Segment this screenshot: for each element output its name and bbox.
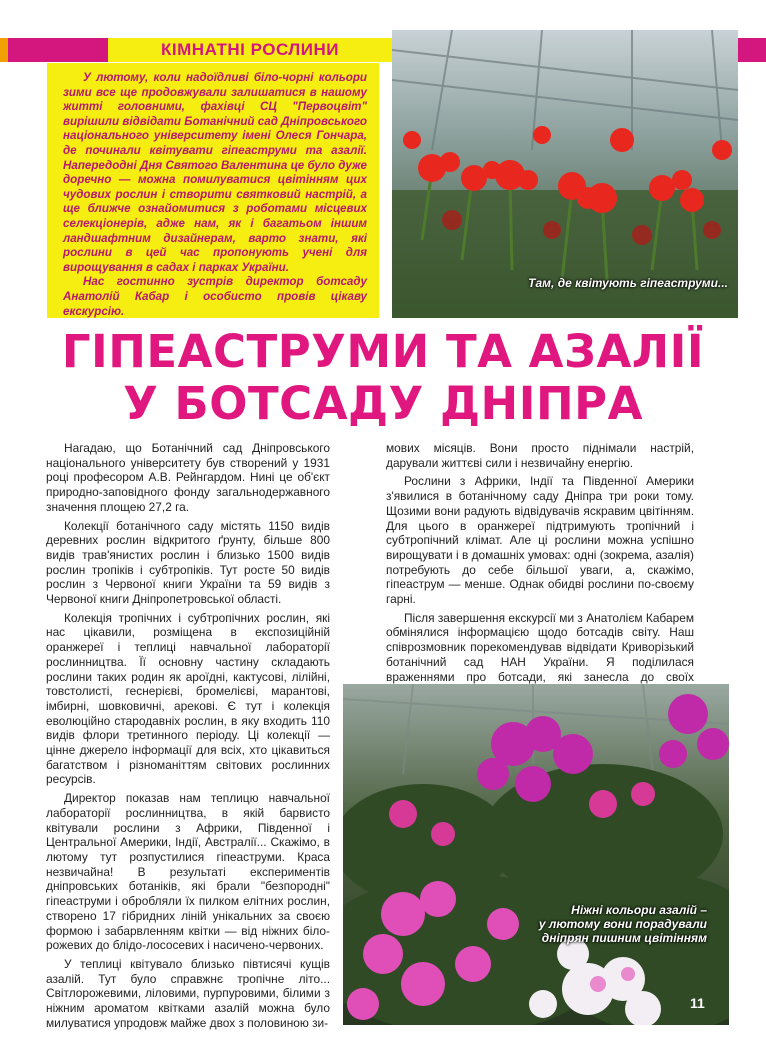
- caption-line: дніпрян пишним цвітінням: [541, 931, 707, 945]
- headline-line-2: У БОТСАДУ ДНІПРА: [123, 377, 643, 430]
- article-paragraph: Рослини з Африки, Індії та Південної Америки з'явилися в ботанічному саду Дніпра три роки тому. Щозими вони радують відвідувачів яскравим цвітінням. Для цього в оранжереї підтримують тропічний і субтропічний клімат. Але ці рослини можна успішно вирощувати і в домашніх умовах: одні (зокрема, азалія) потребують до себе більшої уваги, а, скажімо, гіпеаструм — менше. Однак обидві рослини по-своєму гарні.: [386, 474, 694, 607]
- article-paragraph: Після завершення екскурсії ми з Анатолієм Кабарем обмінялися інформацією щодо ботсадів світу. Наш співрозмовник порекомендував відвідати Криворізький ботанічний сад НАН України. Я поділилася враженнями про ботсади, які занесла до своїх: [386, 610, 694, 684]
- intro-paragraph: У лютому, коли надоїдливі біло-чорні кольори зими все ще продовжували залишатися в нашому житті головними, фахівці СЦ "Первоцвіт" вирішили відвідати Ботанічний сад Дніпровського національного університету імені Олеся Гончара, де починали квітувати гіпеаструми та азалії. Напередодні Дня Святого Валентина це було дуже доречно — можна помилуватися цвітінням цих чудових рослин і створити святковий настрій, а ще ближче ознайомитися з роботами місцевих селекціонерів, адже нам, як і багатьом іншим ландшафтним дизайнерам, варто знати, які рослини в цей час пропонують учені для вирощування в садах і парках України.: [63, 71, 367, 274]
- intro-box: [47, 63, 379, 318]
- intro-paragraph: Нас гостинно зустрів директор ботсаду Анатолій Кабар і особисто провів цікаву екскурсію.: [63, 275, 367, 318]
- article-paragraph: Колекція тропічних і субтропічних рослин, які нас цікавили, розміщена в експозиційній оранжереї і теплиці навчальної лабораторії рослинництва. Її основну частину складають рослини таких родин як ароїдні, кактусові, лілійні, товстолисті, геснерієві, бромелієві, марантові, імбирні, шовковичні, арекові. Є тут і колекція еволюційно стародавніх рослин, в яку входить 110 видів флори третинного періоду. Ці колекції — цінне джерело інформації для всіх, хто цікавиться багатством і різноманіттям світових рослинних ресурсів.: [46, 610, 330, 787]
- article-headline: [40, 326, 726, 430]
- azalea-greenhouse-image: [343, 684, 729, 1025]
- azalea-photo: [343, 684, 729, 1025]
- caption-line: Ніжні кольори азалій –: [571, 903, 707, 917]
- article-right-column: [386, 441, 694, 718]
- article-paragraph: мових місяців. Вони просто піднімали настрій, дарували життєві сили і незвичайну енергію.: [386, 441, 694, 470]
- caption-line: у лютому вони порадували: [538, 917, 707, 931]
- top-photo-caption: Там, де квітують гіпеаструми...: [528, 276, 728, 290]
- section-title: КІМНАТНІ РОСЛИНИ: [108, 38, 392, 62]
- header-accent-mark: [0, 38, 8, 62]
- hippeastrum-greenhouse-image: [392, 30, 738, 318]
- article-left-column: [46, 441, 330, 1034]
- article-paragraph: Колекції ботанічного саду містять 1150 видів деревних рослин відкритого ґрунту, більше 800 видів трав'янистих рослин і близько 1500 видів рослин тропіків і субтропіків. Тут росте 50 видів рослин з Червоної книги України та 59 видів з Червоної книги Дніпропетровської області.: [46, 518, 330, 607]
- page-number: 11: [690, 995, 705, 1011]
- article-paragraph: У теплиці квітувало близько півтисячі кущів азалій. Тут було справжнє тропічне літо... Світлорожевими, ліловими, пурпуровими, білими з ніжним ароматом квітками азалій можна було милуватися упродовж майже двох з половиною зи-: [46, 956, 330, 1030]
- article-paragraph: Директор показав нам теплицю навчальної лабораторії рослинництва, в якій барвисто квітували рослини з Африки, Південної і Центральної Америки, Індії, Австралії... Скажімо, в лютому тут розпустилися гіпеаструми. Краса незвичайна! В результаті експериментів дніпровських ботаніків, які брали "безпородні" гіпеаструми і обробляли їх пилком елітних рослин, створено 17 гібридних ліній унікальних за своєю формою і забарвленням квітки — від ніжних біло-рожевих до блідо-лососевих і насичено-червоних.: [46, 791, 330, 953]
- bottom-photo-caption: [527, 903, 707, 945]
- article-paragraph: Нагадаю, що Ботанічний сад Дніпровського національного університету був створений у 1931 році професором А.В. Рейнгардом. Нині це об'єкт природно-заповідного фонду загальнодержавного значення площею 27,2 га.: [46, 441, 330, 514]
- headline-line-1: ГІПЕАСТРУМИ ТА АЗАЛІЇ: [61, 325, 705, 378]
- hippeastrum-photo: [392, 30, 738, 318]
